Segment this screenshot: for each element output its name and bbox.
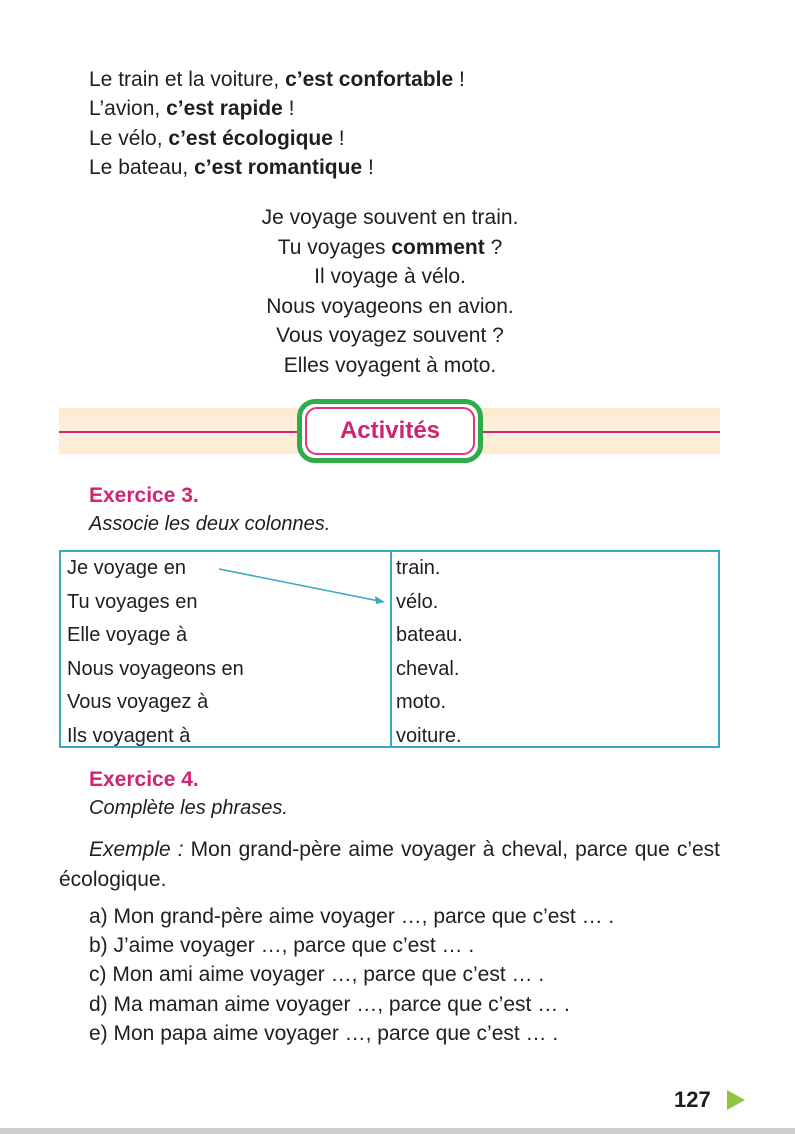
exercise4-item: c) Mon ami aime voyager …, parce que c’est … . [89, 963, 545, 986]
left-cell: Nous voyageons en [67, 657, 244, 680]
left-cell: Ils voyagent à [67, 724, 191, 747]
exercise3-instruction: Associe les deux colonnes. [89, 513, 331, 535]
conjugation-line: Vous voyagez souvent ? [276, 324, 504, 347]
exercise3-title: Exercice 3. [89, 484, 199, 507]
left-cell: Elle voyage à [67, 624, 188, 646]
right-cell: cheval. [396, 657, 460, 680]
intro-line-1: Le train et la voiture, c’est confortable ! [89, 68, 465, 91]
association-table [59, 550, 720, 748]
section-title-badge [297, 399, 483, 463]
exercise4-title: Exercice 4. [89, 768, 199, 791]
right-cell: voiture. [396, 724, 462, 747]
right-cell: bateau. [396, 624, 463, 646]
conjugation-line: Elles voyagent à moto. [283, 353, 497, 377]
right-cell: vélo. [396, 590, 439, 613]
exercise4-item: d) Ma maman aime voyager …, parce que c’est … . [89, 993, 570, 1016]
exercise4-example [59, 835, 720, 895]
right-cell: train. [396, 557, 441, 579]
exercise4-instruction: Complète les phrases. [89, 797, 288, 819]
conjugation-line: Je voyage souvent en train. [261, 206, 519, 229]
bottom-bar [0, 1128, 795, 1134]
left-cell: Tu voyages en [67, 590, 198, 613]
exercise4-item: a) Mon grand-père aime voyager …, parce que c’est … . [89, 905, 615, 928]
conjugation-line: Il voyage à vélo. [314, 265, 466, 288]
intro-line-4: Le bateau, c’est romantique ! [89, 156, 374, 179]
example-label: Exemple : [89, 838, 184, 861]
exercise4-item: b) J’aime voyager …, parce que c’est … . [89, 934, 475, 957]
exercise4-item: e) Mon papa aime voyager …, parce que c’est … . [89, 1022, 559, 1045]
intro-line-3: Le vélo, c’est écologique ! [89, 127, 345, 150]
next-page-triangle-icon [727, 1090, 745, 1110]
conjugation-block [0, 203, 780, 380]
right-cell: moto. [396, 691, 447, 713]
section-title: Activités [305, 407, 475, 455]
intro-line-2: L’avion, c’est rapide ! [89, 97, 295, 120]
left-cell: Je voyage en [67, 557, 186, 579]
example-arrow-icon [61, 552, 722, 750]
example-text: Mon grand-père aime voyager à cheval, parce que c’est écologique. [59, 838, 720, 891]
page-number: 127 [674, 1087, 711, 1112]
conjugation-line: Tu voyages comment ? [277, 235, 503, 259]
left-cell: Vous voyagez à [67, 691, 209, 713]
conjugation-line: Nous voyageons en avion. [266, 294, 514, 318]
